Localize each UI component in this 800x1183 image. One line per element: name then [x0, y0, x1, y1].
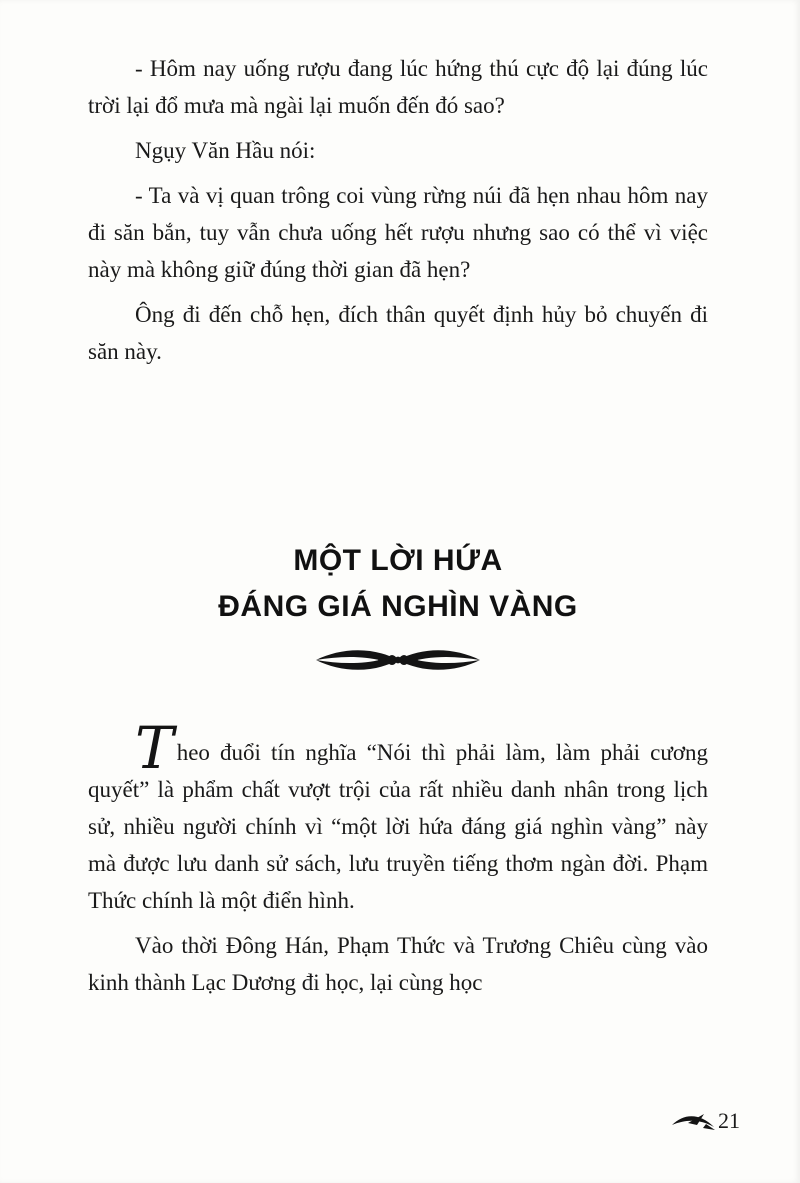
- chapter-divider-ornament-icon: [88, 642, 708, 678]
- page-number: 21: [718, 1108, 740, 1133]
- chapter-title-line-2: ĐÁNG GIÁ NGHÌN VÀNG: [218, 590, 578, 623]
- dialogue-paragraph-4: Ông đi đến chỗ hẹn, đích thân quyết định hủy bỏ chuyến đi săn này.: [88, 302, 708, 364]
- dialogue-section: [88, 50, 708, 370]
- dialogue-paragraph-3: - Ta và vị quan trông coi vùng rừng núi đã hẹn nhau hôm nay đi săn bắn, tuy vẫn chưa uống hết rượu nhưng sao có thể vì việc này mà không giữ đúng thời gian đã hẹn?: [88, 183, 708, 282]
- body-paragraph-1-text: heo đuổi tín nghĩa “Nói thì phải làm, làm phải cương quyết” là phẩm chất vượt trội của rất nhiều danh nhân trong lịch sử, nhiều người chính vì “một lời hứa đáng giá nghìn vàng” này mà được lưu danh sử sách, lưu truyền tiếng thơm ngàn đời. Phạm Thức chính là một điển hình.: [88, 740, 708, 913]
- flourish-icon: [308, 642, 488, 678]
- body-section: [88, 714, 708, 1001]
- dialogue-paragraph-2: Ngụy Văn Hầu nói:: [135, 138, 316, 163]
- chapter-title-line-1: MỘT LỜI HỨA: [293, 544, 503, 577]
- chapter-title: [88, 538, 708, 630]
- drop-cap-letter: T: [135, 714, 174, 782]
- footer-swash-ornament-icon: [670, 1110, 716, 1132]
- body-paragraph-1: [88, 714, 708, 919]
- body-paragraph-2: Vào thời Đông Hán, Phạm Thức và Trương Chiêu cùng vào kinh thành Lạc Dương đi học, lại cùng học: [88, 933, 708, 995]
- page-footer: [670, 1108, 740, 1134]
- dialogue-paragraph-1: - Hôm nay uống rượu đang lúc hứng thú cực độ lại đúng lúc trời lại đổ mưa mà ngài lại muốn đến đó sao?: [88, 56, 708, 118]
